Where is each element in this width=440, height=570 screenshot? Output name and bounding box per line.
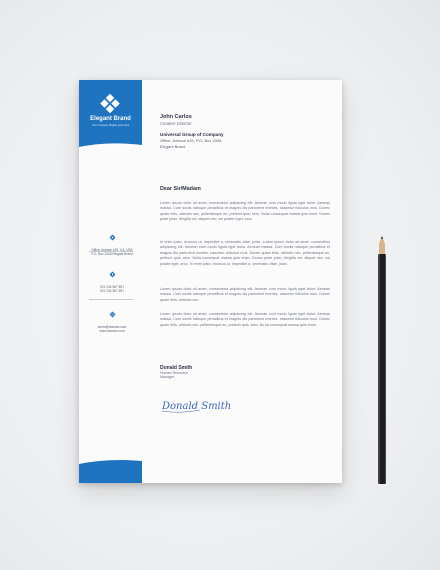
sender-info (160, 114, 224, 149)
brand-name: Elegant Brand (90, 116, 131, 122)
email-address[interactable]: lorem@domain.com (97, 325, 127, 329)
email-icon (109, 311, 116, 318)
sidebar-phone (83, 267, 141, 293)
location-icon (109, 234, 116, 241)
pencil (375, 236, 389, 486)
closing-department: Human Resource (160, 371, 188, 375)
phone-number-1: 001 234 567 891 (100, 285, 124, 289)
salutation: Dear Sir/Madam (160, 186, 201, 192)
handwritten-signature (160, 394, 250, 416)
sidebar-address (83, 230, 141, 256)
svg-text:Donald Smith: Donald Smith (162, 401, 232, 412)
letterhead-page (79, 80, 342, 483)
phone-number-2: 001 234 567 891 (100, 289, 124, 294)
brand-tagline: Your company Slogan goes here (91, 124, 130, 127)
brand-curve (79, 141, 142, 153)
paragraph-3: Lorem ipsum dolor sit amet, consectetur adipiscing elit. Aenean com modo ligula eget dolor. Aenean massa. Cum sociis natoque penatibus et magnis dis parturient montes, nascetur ridiculus mus. Donec quam felis, ultricies nec. (160, 287, 330, 302)
footer-accent-block (79, 458, 142, 483)
address-line-2: P.O. Box 3345 Elegant Brand (91, 252, 133, 257)
closing-name: Donald Smith (160, 365, 193, 371)
company-name: Universal Group of Company (160, 132, 224, 137)
paragraph-4: Lorem ipsum dolor sit amet, consectetur adipiscing elit. Aenean com modo ligula eget dolor. Aenean massa. Cum sociis natoque penatibus et magnis dis parturient montes, nascetur ridiculus mus. Donec quam felis, ultricies nec, pellentesque eu, pretium quis, sem. Nu lla consequat massa quis enim. (160, 312, 330, 327)
company-address: Office, Avenue #15, P.O. Box 3345 (160, 138, 222, 143)
closing-block (160, 365, 192, 380)
phone-icon (109, 271, 116, 278)
brand-header-block (79, 80, 142, 153)
company-brand: Elegant Brand (160, 144, 186, 149)
paragraph-1: Lorem ipsum dolor sit amet, consectetur adipiscing elit. Aenean com modo ligula eget dolor. Aenean massa. Cum sociis natoque penatibus et magnis dis parturient montes, nascetur ridiculus mus. Donec quam felis, ultricies nec, pellentesque eu, pretium quis, sem. Nulla consequat massa quis enim. Donec pede justo, fringilla vel, aliquet nec, vel putate eget, arcu. (160, 201, 330, 222)
brand-logo-icon (99, 94, 121, 116)
closing-role: Manager (160, 375, 175, 380)
paragraph-2: In enim justo, rhoncus ut, imperdiet a, venenatis vitae, justo. Lorem ipsum dolor sit amet, consectetur adipiscing elit. Aenean com modo ligula eget dolor. Aenean massa. Cum sociis natoque penatibus et magnis dis parturient montes, nascetur ridiculus mus. Donec quam felis, ultricies nec, pellentesque eu, pretium quis, sem. Nulla consequat massa quis enim. Donec pede justo, fringilla vel, aliquet nec, vul putate eget, arcu. In enim justo, rhoncus ut, imperdiet a, venenatis vitae, justo. (160, 240, 330, 266)
sidebar-divider (89, 299, 133, 300)
website[interactable]: www.domain.com (99, 329, 125, 334)
sidebar-email (83, 307, 141, 333)
sender-name: John Carlos (160, 114, 192, 120)
sender-title: Creative Director (160, 121, 192, 126)
sidebar-divider (89, 251, 133, 252)
address-line-1: Office, Avenue #15, CA, USA (91, 248, 133, 252)
